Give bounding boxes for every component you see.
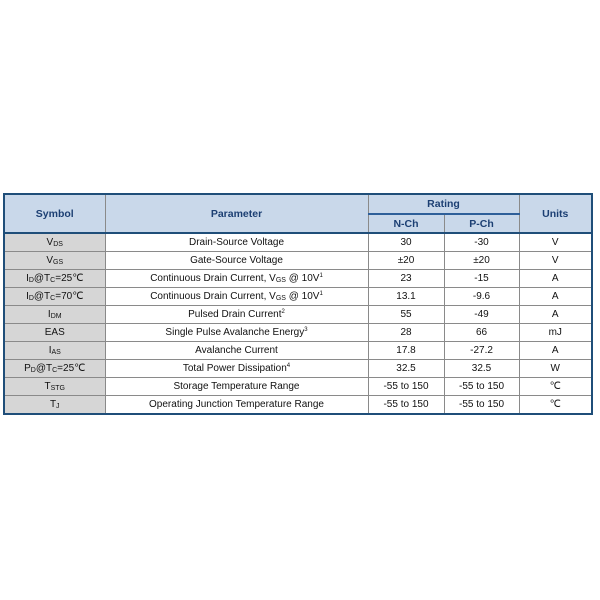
cell-text: Pulsed Drain Current <box>188 309 282 320</box>
table-row <box>4 396 592 415</box>
n-ch-column-header: N-Ch <box>368 214 444 233</box>
n-ch-value-cell: 28 <box>368 324 444 342</box>
parameter-cell <box>105 342 368 360</box>
unit-cell: ℃ <box>519 378 592 396</box>
footnote-marker: 1 <box>319 273 323 279</box>
parameter-cell <box>105 252 368 270</box>
cell-text: T <box>49 399 57 410</box>
n-ch-value-cell: -55 to 150 <box>368 378 444 396</box>
parameter-cell <box>105 306 368 324</box>
cell-text: @ 10V <box>285 273 320 284</box>
footnote-marker: 1 <box>319 291 323 297</box>
symbol-cell <box>4 378 105 396</box>
n-ch-value-cell: 17.8 <box>368 342 444 360</box>
cell-text: V <box>46 237 54 248</box>
table-row <box>4 306 592 324</box>
table-row <box>4 288 592 306</box>
n-ch-value-cell: 23 <box>368 270 444 288</box>
cell-text: Drain-Source Voltage <box>188 237 285 248</box>
cell-text: Storage Temperature Range <box>173 381 300 392</box>
table-row <box>4 270 592 288</box>
subscript-text: J <box>56 403 60 410</box>
symbol-cell <box>4 306 105 324</box>
footnote-marker: 3 <box>304 327 308 333</box>
cell-text: Gate-Source Voltage <box>190 255 283 266</box>
cell-text: @ 10V <box>285 291 320 302</box>
symbol-column-header: Symbol <box>4 194 105 233</box>
subscript-text: GS <box>275 295 286 302</box>
symbol-cell <box>4 342 105 360</box>
cell-text: I <box>26 291 29 302</box>
p-ch-value-cell: -27.2 <box>444 342 519 360</box>
subscript-text: C <box>52 367 58 374</box>
unit-cell: V <box>519 252 592 270</box>
cell-text: Continuous Drain Current, V <box>150 291 276 302</box>
subscript-text: D <box>30 367 36 374</box>
parameter-cell <box>105 288 368 306</box>
parameter-cell <box>105 233 368 252</box>
unit-cell: A <box>519 342 592 360</box>
symbol-cell <box>4 288 105 306</box>
cell-text: P <box>24 363 31 374</box>
n-ch-value-cell: -55 to 150 <box>368 396 444 415</box>
subscript-text: GS <box>275 277 286 284</box>
unit-cell: ℃ <box>519 396 592 415</box>
table-row <box>4 342 592 360</box>
subscript-text: STG <box>50 385 65 392</box>
table-body <box>4 233 592 414</box>
p-ch-value-cell: 32.5 <box>444 360 519 378</box>
unit-cell: V <box>519 233 592 252</box>
parameter-cell <box>105 324 368 342</box>
p-ch-value-cell: -30 <box>444 233 519 252</box>
cell-text: @T <box>33 291 51 302</box>
absolute-maximum-ratings-table <box>3 193 593 415</box>
n-ch-value-cell: 32.5 <box>368 360 444 378</box>
p-ch-column-header: P-Ch <box>444 214 519 233</box>
cell-text: Continuous Drain Current, V <box>150 273 276 284</box>
n-ch-value-cell: ±20 <box>368 252 444 270</box>
unit-cell: W <box>519 360 592 378</box>
unit-cell: A <box>519 270 592 288</box>
cell-text: Avalanche Current <box>195 345 278 356</box>
p-ch-value-cell: -55 to 150 <box>444 378 519 396</box>
cell-text: =25℃ <box>57 363 86 374</box>
subscript-text: DS <box>53 241 63 248</box>
subscript-text: D <box>28 295 34 302</box>
symbol-cell <box>4 360 105 378</box>
cell-text: @T <box>33 273 51 284</box>
subscript-text: GS <box>53 259 64 266</box>
table-row <box>4 324 592 342</box>
cell-text: I <box>48 345 52 356</box>
n-ch-value-cell: 55 <box>368 306 444 324</box>
n-ch-value-cell: 13.1 <box>368 288 444 306</box>
cell-text: Total Power Dissipation <box>182 363 287 374</box>
n-ch-value-cell: 30 <box>368 233 444 252</box>
footnote-marker: 2 <box>281 309 285 315</box>
cell-text: =70℃ <box>55 291 84 302</box>
p-ch-value-cell: -49 <box>444 306 519 324</box>
cell-text: V <box>46 255 54 266</box>
rating-group-header: Rating <box>368 194 519 214</box>
subscript-text: C <box>50 277 56 284</box>
cell-text: Operating Junction Temperature Range <box>149 399 324 410</box>
table-row <box>4 378 592 396</box>
parameter-cell <box>105 360 368 378</box>
cell-text: I <box>47 309 51 320</box>
symbol-cell <box>4 252 105 270</box>
cell-text: =25℃ <box>55 273 84 284</box>
p-ch-value-cell: 66 <box>444 324 519 342</box>
table-row <box>4 252 592 270</box>
subscript-text: DM <box>50 313 62 320</box>
unit-cell: mJ <box>519 324 592 342</box>
cell-text: EAS <box>44 327 65 338</box>
symbol-cell <box>4 324 105 342</box>
parameter-cell <box>105 396 368 415</box>
subscript-text: C <box>50 295 56 302</box>
unit-cell: A <box>519 288 592 306</box>
parameter-cell <box>105 378 368 396</box>
symbol-cell <box>4 233 105 252</box>
p-ch-value-cell: ±20 <box>444 252 519 270</box>
cell-text: @T <box>35 363 53 374</box>
symbol-cell <box>4 270 105 288</box>
cell-text: Single Pulse Avalanche Energy <box>165 327 305 338</box>
header-row <box>4 194 592 214</box>
parameter-column-header: Parameter <box>105 194 368 233</box>
table-row <box>4 233 592 252</box>
subscript-text: D <box>28 277 34 284</box>
footnote-marker: 4 <box>286 363 291 369</box>
p-ch-value-cell: -15 <box>444 270 519 288</box>
unit-cell: A <box>519 306 592 324</box>
cell-text: T <box>44 381 51 392</box>
p-ch-value-cell: -55 to 150 <box>444 396 519 415</box>
units-column-header: Units <box>519 194 592 233</box>
symbol-cell <box>4 396 105 415</box>
table-row <box>4 360 592 378</box>
cell-text: I <box>26 273 29 284</box>
p-ch-value-cell: -9.6 <box>444 288 519 306</box>
subscript-text: AS <box>51 349 61 356</box>
parameter-cell <box>105 270 368 288</box>
